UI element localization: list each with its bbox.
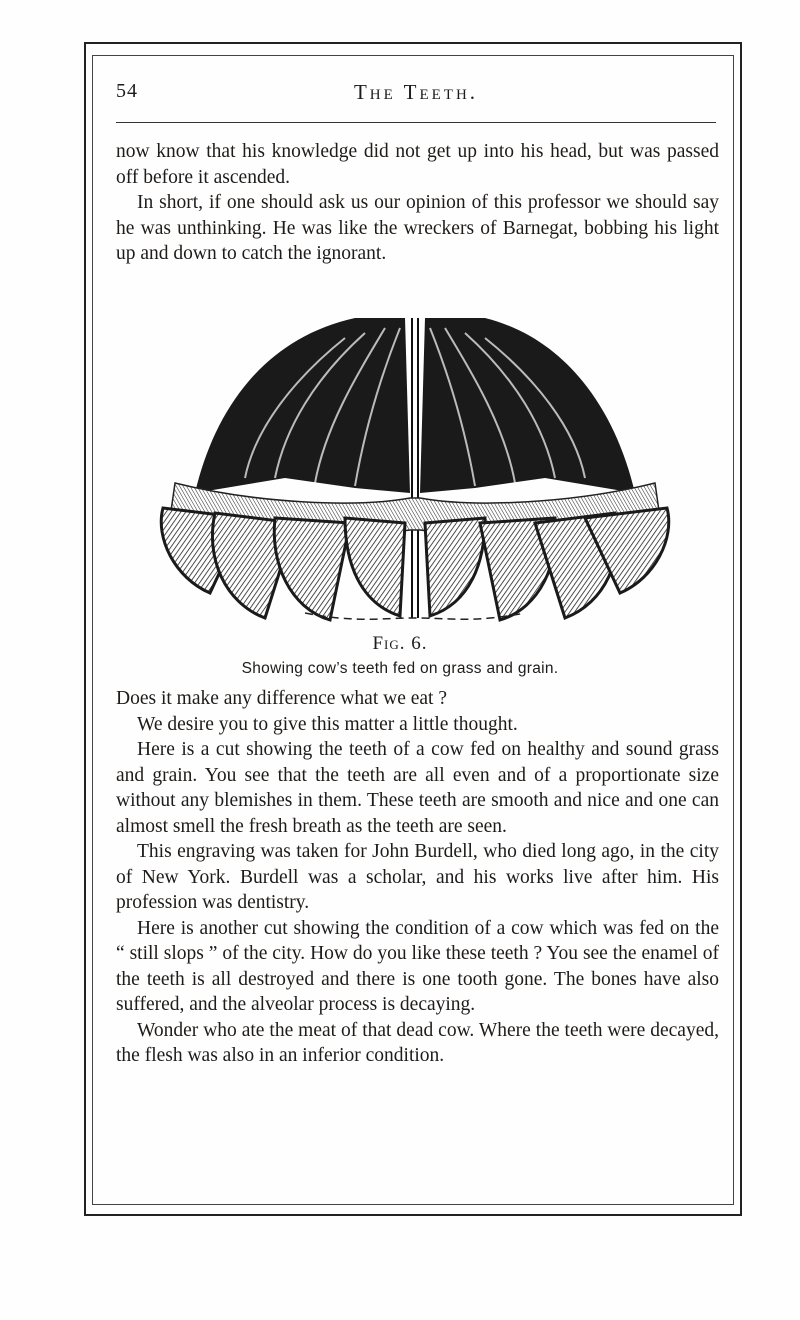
paragraph: now know that his knowledge did not get up into his head, but was passed off before it ascended.: [116, 141, 719, 188]
paragraph: We desire you to give this matter a little thought.: [137, 713, 518, 735]
text-block-top: [116, 139, 719, 267]
text-block-bottom: [116, 686, 719, 1069]
figure-caption: Showing cow’s teeth fed on grass and grain.: [241, 660, 559, 677]
paragraph: Does it make any difference what we eat ?: [116, 688, 447, 709]
paragraph: Wonder who ate the meat of that dead cow. Where the teeth were decayed, the flesh was also in an inferior condition.: [116, 1019, 719, 1066]
paragraph: Here is another cut showing the condition of a cow which was fed on the “ still slops ” of the city. How do you like these teeth ? You see the enamel of the teeth is all destroyed and there is one tooth gone. The bones have also suffered, and the alveolar process is decaying.: [116, 917, 719, 1015]
paragraph: Here is a cut showing the teeth of a cow fed on healthy and sound grass and grain. You see that the teeth are all even and of a proportionate size without any blemishes in them. These teeth are smooth and nice and one can almost smell the fresh breath as the teeth are seen.: [116, 739, 719, 837]
header-rule: [116, 122, 716, 123]
page-number: 54: [116, 80, 138, 102]
cow-teeth-engraving: [155, 318, 675, 630]
paragraph: In short, if one should ask us our opinion of this professor we should say he was unthinking. He was like the wreckers of Barnegat, bobbing his light up and down to catch the ignorant.: [116, 192, 719, 264]
page-header: [116, 80, 716, 116]
paragraph: This engraving was taken for John Burdell, who died long ago, in the city of New York. Burdell was a scholar, and his works live after him. His profession was dentistry.: [116, 841, 719, 913]
running-head: The Teeth.: [353, 80, 479, 104]
figure-label: Fig. 6.: [372, 633, 428, 654]
